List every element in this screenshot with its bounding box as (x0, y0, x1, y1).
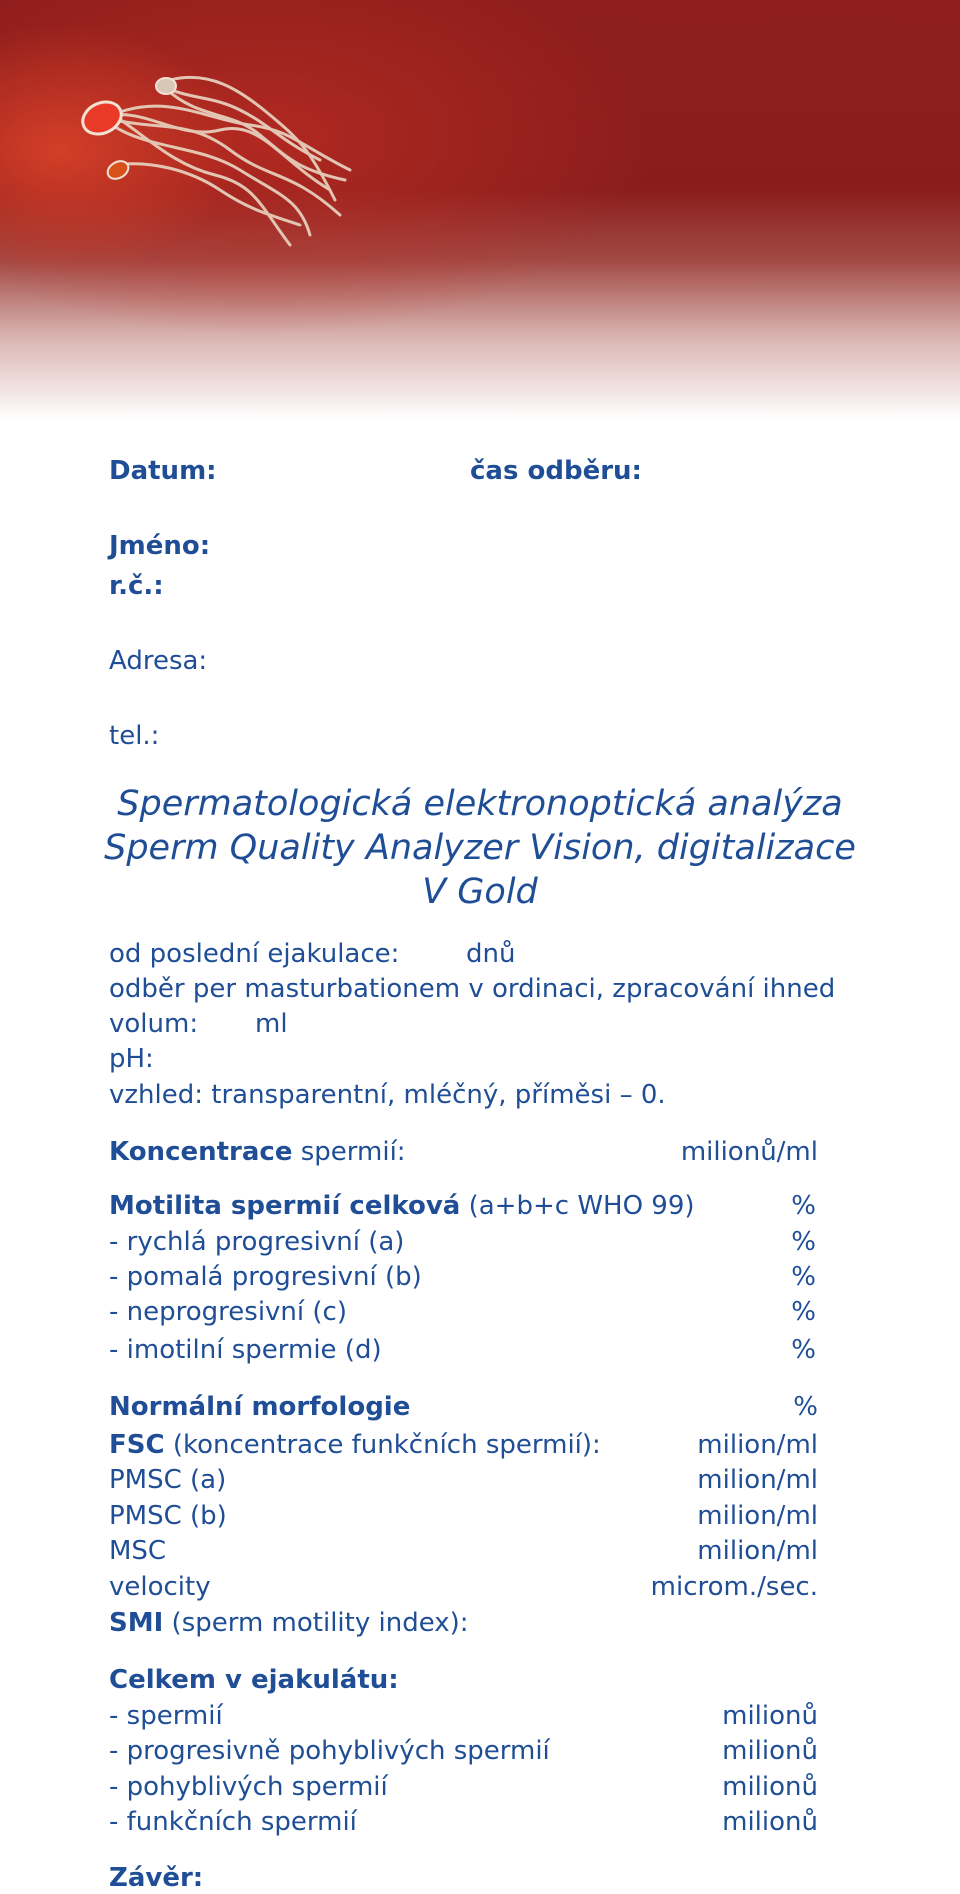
total-row-label: - spermií (109, 1701, 223, 1731)
volume-label: volum: (109, 1009, 199, 1039)
name-label: Jméno: (109, 531, 211, 561)
total-row-unit: milionů (722, 1807, 818, 1837)
fsc-label (109, 1429, 601, 1461)
motility-total-unit: % (791, 1191, 816, 1221)
fsc-label-rest: (koncentrace funkčních spermií): (164, 1430, 601, 1460)
title-line-3: V Gold (422, 872, 538, 912)
appearance: vzhled: transparentní, mléčný, příměsi – 0. (109, 1080, 666, 1110)
metric-label: velocity (109, 1572, 211, 1602)
title-line-2: Sperm Quality Analyzer Vision, digitalizace (104, 828, 856, 868)
smi-label (109, 1607, 469, 1639)
morphology-label: Normální morfologie (109, 1392, 411, 1422)
metric-label: PMSC (b) (109, 1501, 227, 1531)
collection-method: odběr per masturbationem v ordinaci, zpracování ihned (109, 974, 836, 1004)
metric-unit: microm./sec. (650, 1572, 818, 1602)
since-last-ejaculation-label: od poslední ejakulace: (109, 939, 400, 969)
motility-row-unit: % (791, 1335, 816, 1365)
metric-unit: milion/ml (697, 1536, 818, 1566)
metric-unit: milion/ml (697, 1465, 818, 1495)
motility-row-label: - rychlá progresivní (a) (109, 1227, 405, 1257)
morphology-unit: % (793, 1392, 818, 1422)
title-line-1: Spermatologická elektronoptická analýza (117, 784, 843, 824)
motility-row-unit: % (791, 1297, 816, 1327)
motility-row-unit: % (791, 1227, 816, 1257)
total-row-unit: milionů (722, 1701, 818, 1731)
metric-unit: milion/ml (697, 1501, 818, 1531)
motility-row-label: - imotilní spermie (d) (109, 1335, 382, 1365)
total-row-unit: milionů (722, 1736, 818, 1766)
total-row-label: - pohyblivých spermií (109, 1772, 388, 1802)
total-row-label: - progresivně pohyblivých spermií (109, 1736, 550, 1766)
smi-label-bold: SMI (109, 1608, 164, 1638)
motility-label-bold: Motilita spermií celková (109, 1191, 461, 1221)
conclusion-label: Závěr: (109, 1863, 204, 1893)
metric-label: PMSC (a) (109, 1465, 227, 1495)
fsc-unit: milion/ml (697, 1430, 818, 1460)
total-row-unit: milionů (722, 1772, 818, 1802)
motility-row-label: - neprogresivní (c) (109, 1297, 347, 1327)
total-row-label: - funkčních spermií (109, 1807, 357, 1837)
fsc-label-bold: FSC (109, 1430, 165, 1460)
concentration-unit: milionů/ml (680, 1137, 818, 1167)
motility-row-label: - pomalá progresivní (b) (109, 1262, 422, 1292)
total-label: Celkem v ejakulátu: (109, 1665, 399, 1695)
address-label: Adresa: (109, 646, 208, 676)
concentration-label-bold: Koncentrace (109, 1137, 293, 1167)
date-label: Datum: (109, 456, 217, 486)
ph-label: pH: (109, 1044, 154, 1074)
motility-row-unit: % (791, 1262, 816, 1292)
motility-label-rest: (a+b+c WHO 99) (460, 1191, 695, 1221)
report-title (100, 782, 860, 914)
concentration-label-rest: spermií: (292, 1137, 406, 1167)
since-last-ejaculation-unit: dnů (466, 939, 516, 969)
birth-number-label: r.č.: (109, 571, 164, 601)
smi-label-rest: (sperm motility index): (163, 1608, 469, 1638)
volume-unit: ml (255, 1009, 288, 1039)
concentration-label (109, 1136, 406, 1168)
motility-total-label (109, 1190, 695, 1222)
collection-time-label: čas odběru: (470, 456, 642, 486)
phone-label: tel.: (109, 721, 160, 751)
metric-label: MSC (109, 1536, 167, 1566)
